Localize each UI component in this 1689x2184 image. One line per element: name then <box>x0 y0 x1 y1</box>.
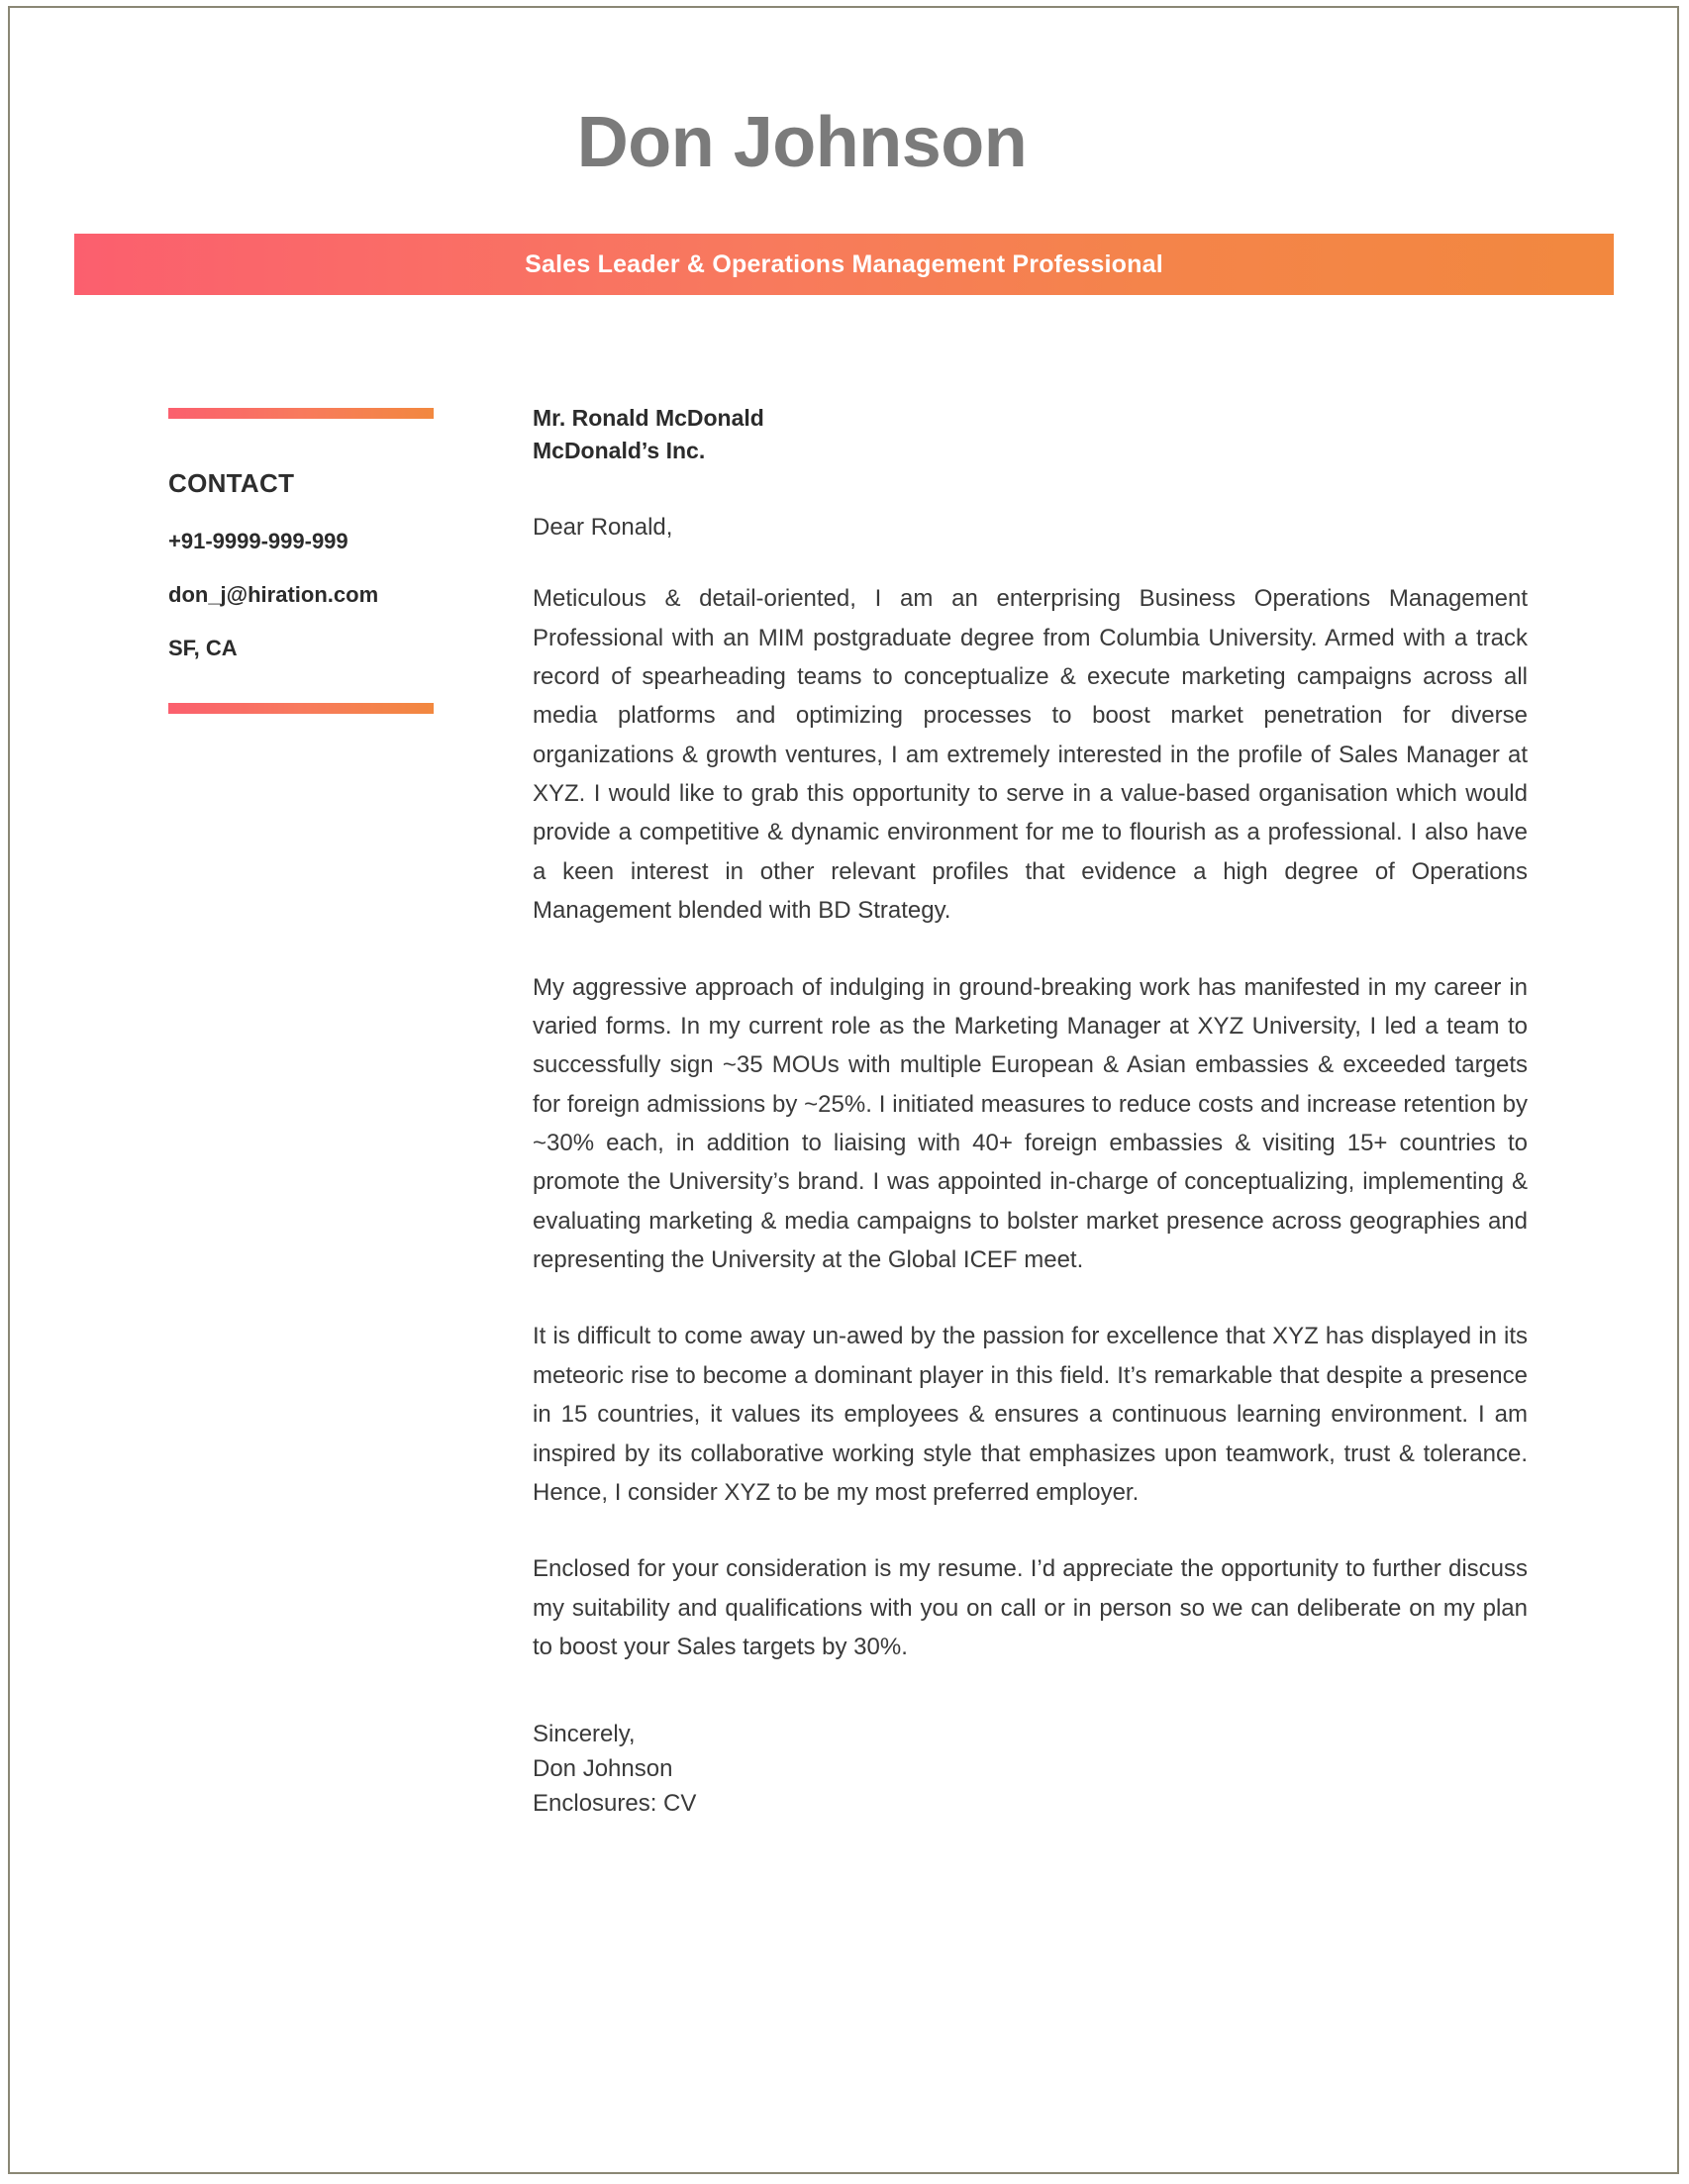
letter-paragraph: Enclosed for your consideration is my resume. I’d appreciate the opportunity to further discuss my suitability and qualifications with you on call or in person so we can deliberate on my plan to boost your Sales targets by 30%. <box>533 1555 1528 1660</box>
document-page <box>8 6 1679 2174</box>
page-content <box>10 8 1677 2172</box>
contact-divider-bottom <box>168 703 434 714</box>
letter-paragraph: Meticulous & detail-oriented, I am an enterprising Business Operations Management Professional with an MIM postgraduate degree from Columbia University. Armed with a track record of spearheading teams to conceptualize & execute marketing campaigns across all media platforms and optimizing processes to boost market penetration for diverse organizations & growth ventures, I am extremely interested in the profile of Sales Manager at XYZ. I would like to grab this opportunity to serve in a value-based organisation which would provide a competitive & dynamic environment for me to flourish as a professional. I also have a keen interest in other relevant profiles that evidence a high degree of Operations Management blended with BD Strategy. <box>533 585 1528 925</box>
letter-body <box>533 402 1528 1822</box>
enclosures-line: Enclosures: CV <box>533 1789 697 1817</box>
salutation: Dear Ronald, <box>533 514 673 542</box>
contact-phone: +91-9999-999-999 <box>168 529 348 553</box>
closing-salutation: Sincerely, <box>533 1721 636 1748</box>
tagline-banner <box>74 234 1614 295</box>
contact-sidebar <box>168 408 455 714</box>
page-title: Don Johnson <box>576 103 1028 182</box>
tagline-text: Sales Leader & Operations Management Professional <box>525 249 1163 278</box>
contact-email: don_j@hiration.com <box>168 582 379 607</box>
letter-paragraph: It is difficult to come away un-awed by the passion for excellence that XYZ has displayed in its meteoric rise to become a dominant player in this field. It’s remarkable that despite a presence in 15 countries, it values its employees & ensures a continuous learning environment. I am inspired by its collaborative working style that emphasizes upon teamwork, trust & tolerance. Hence, I consider XYZ to be my most preferred employer. <box>533 1323 1528 1506</box>
contact-divider-top <box>168 408 434 419</box>
signature-name: Don Johnson <box>533 1755 673 1783</box>
recipient-name: Mr. Ronald McDonald <box>533 405 764 431</box>
letter-paragraph: My aggressive approach of indulging in ground-breaking work has manifested in my career in varied forms. In my current role as the Marketing Manager at XYZ University, I led a team to successfully sign ~35 MOUs with multiple European & Asian embassies & exceeded targets for foreign admissions by ~25%. I initiated measures to reduce costs and increase retention by ~30% each, in addition to liaising with 40+ foreign embassies & visiting 15+ countries to promote the University’s brand. I was appointed in-charge of conceptualizing, implementing & evaluating marketing & media campaigns to bolster market presence across geographies and representing the University at the Global ICEF meet. <box>533 973 1528 1274</box>
contact-heading: CONTACT <box>168 468 295 498</box>
recipient-company: McDonald’s Inc. <box>533 437 706 463</box>
signature-block <box>533 1718 1528 1821</box>
contact-location: SF, CA <box>168 636 238 660</box>
